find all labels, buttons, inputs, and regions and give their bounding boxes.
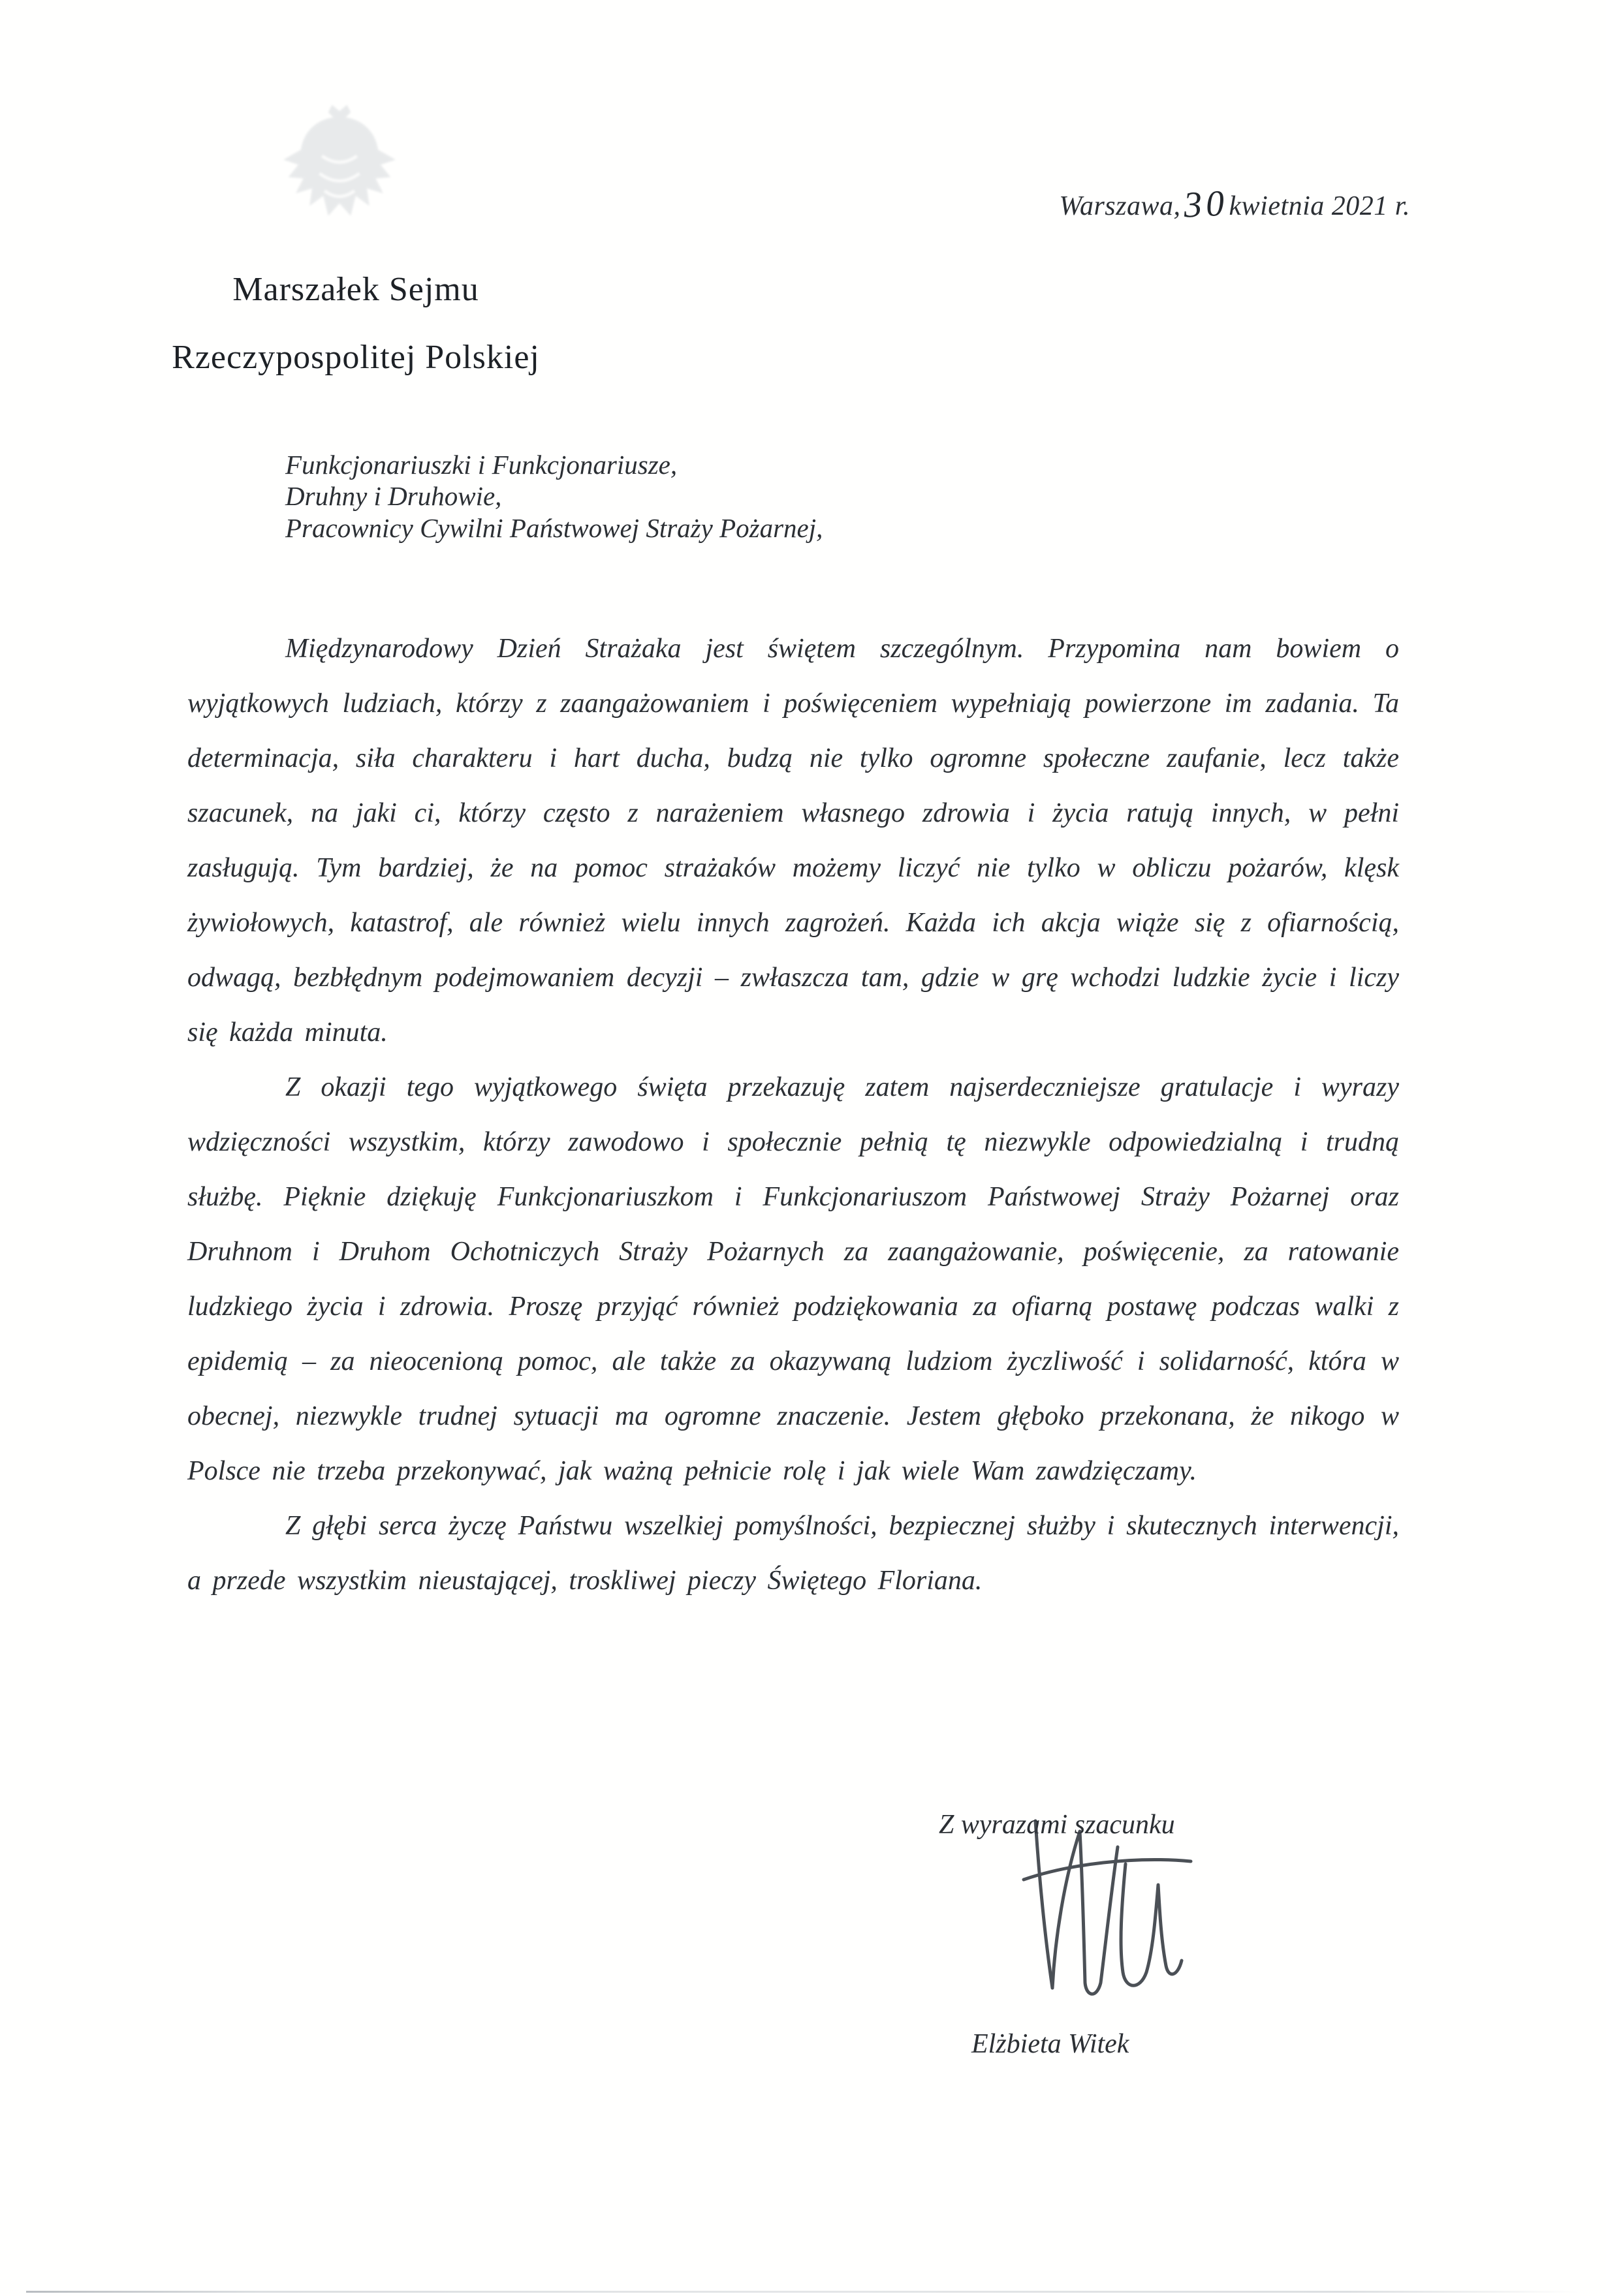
signer-name: Elżbieta Witek <box>971 2029 1129 2059</box>
addressee-line: Pracownicy Cywilni Państwowej Straży Pożarnej, <box>285 512 823 543</box>
date-rest: kwietnia 2021 r. <box>1229 191 1410 221</box>
closing-text: Z wyrazami szacunku <box>939 1810 1175 1840</box>
addressee-line: Druhny i Druhowie, <box>285 481 502 512</box>
date-city: Warszawa, <box>1059 191 1181 221</box>
date-line <box>1059 183 1410 226</box>
paragraph: Z głębi serca życzę Państwu wszelkiej pomyślności, bezpiecznej służby i skutecznych interwencji, a przede wszystkim nieustającej, troskliwej pieczy Świętego Floriana. <box>187 1511 1399 1596</box>
paragraph: Z okazji tego wyjątkowego święta przekazuję zatem najserdeczniejsze gratulacje i wyrazy wdzięczności wszystkim, którzy zawodowo i społecznie pełnią tę niezwykle odpowiedzialną i trudną służbę. Pięknie dziękuję Funkcjonariuszkom i Funkcjonariuszom Państwowej Straży Pożarnej oraz Druhnom i Druhom Ochotniczych Straży Pożarnych za zaangażowanie, poświęcenie, za ratowanie ludzkiego życia i zdrowia. Proszę przyjąć również podziękowania za ofiarną postawę podczas walki z epidemią – za nieocenioną pomoc, ale także za okazywaną ludziom życzliwość i solidarność, która w obecnej, niezwykle trudnej sytuacji ma ogromne znaczenie. Jestem głęboko przekonana, że nikogo w Polsce nie trzeba przekonywać, jak ważną pełnicie rolę i jak wiele Wam zawdzięczamy. <box>187 1072 1399 1486</box>
letter-body <box>187 621 1399 1608</box>
addressee-line: Funkcjonariuszki i Funkcjonariusze, <box>285 450 678 480</box>
sender-subtitle: Rzeczypospolitej Polskiej <box>172 339 540 376</box>
scan-artifact-line <box>26 2291 1580 2293</box>
coat-of-arms-eagle-icon <box>274 101 405 238</box>
sender-title: Marszałek Sejmu <box>232 271 479 308</box>
handwritten-signature <box>998 1801 1206 2023</box>
date-day-handwritten: 30 <box>1182 183 1229 226</box>
sender-block <box>134 256 578 392</box>
addressee-block <box>285 449 823 544</box>
paragraph: Międzynarodowy Dzień Strażaka jest świętem szczególnym. Przypomina nam bowiem o wyjątkowych ludziach, którzy z zaangażowaniem i poświęceniem wypełniają powierzone im zadania. Ta determinacja, siła charakteru i hart ducha, budzą nie tylko ogromne społeczne zaufanie, lecz także szacunek, na jaki ci, którzy często z narażeniem własnego zdrowia i życia ratują innych, w pełni zasługują. Tym bardziej, że na pomoc strażaków możemy liczyć nie tylko w obliczu pożarów, klęsk żywiołowych, katastrof, ale również wielu innych zagrożeń. Każda ich akcja wiąże się z ofiarnością, odwagą, bezbłędnym podejmowaniem decyzji – zwłaszcza tam, gdzie w grę wchodzi ludzkie życie i liczy się każda minuta. <box>187 634 1399 1047</box>
